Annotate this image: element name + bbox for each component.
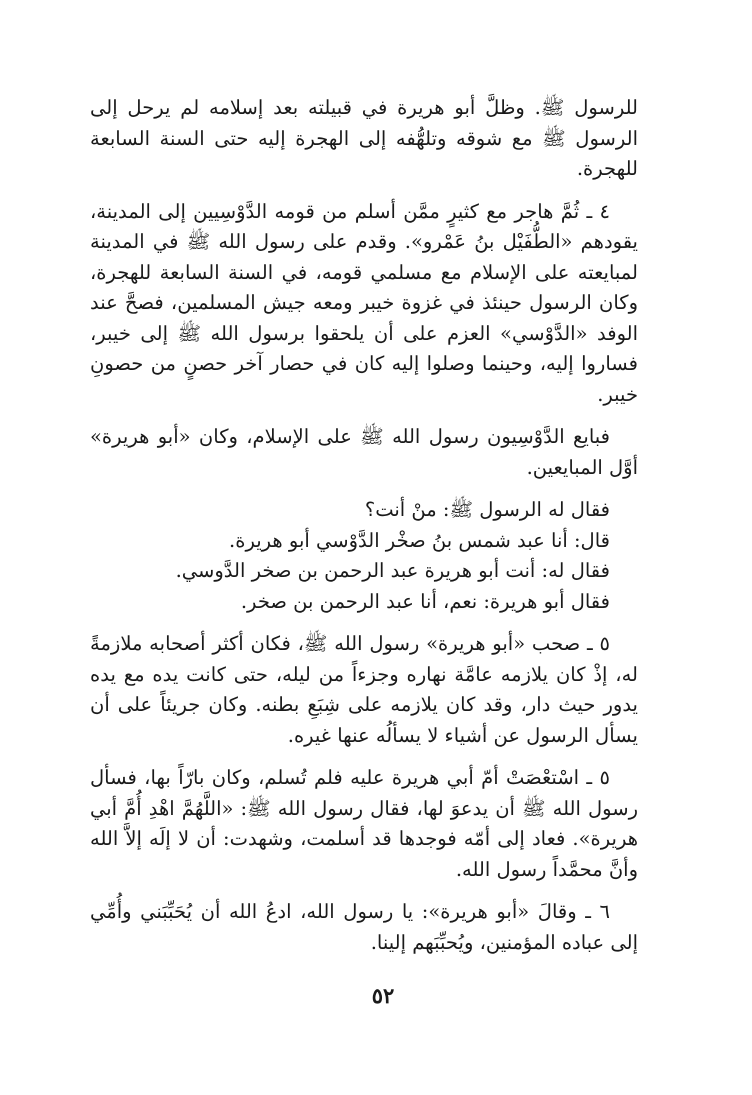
paragraph-4: ٥ ـ صحب «أبو هريرة» رسول الله ﷺ، فكان أكثر أصحابه ملازمةً له، إذْ كان يلازمه عامَّة نهاره وجزءاً من ليله، حتى كانت يده مع يده يدور حيث دار، وقد كان يلازمه على شِبَعِ بطنه. وكان جريئاً على أن يسأل الرسول عن أشياء لا يسألُه عنها غيره. <box>90 632 638 747</box>
paragraph-3: فبايع الدَّوْسِيون رسول الله ﷺ على الإسلام، وكان «أبو هريرة» أوَّل المبايعين. <box>90 425 638 479</box>
paragraph-2: ٤ ـ ثُمَّ هاجر مع كثيرٍ ممَّن أسلم من قومه الدَّوْسِيين إلى المدينة، يقودهم «الطُّفَيْل بنُ عَمْرو». وقدم على رسول الله ﷺ في المدينة لمبايعته على الإسلام مع مسلمي قومه، في السنة السابعة للهجرة، وكان الرسول حينئذ في غزوة خيبر ومعه جيش المسلمين، فصحَّ عند الوفد «الدَّوْسي» العزم على أن يلحقوا برسول الله ﷺ إلى خيبر، فساروا إليه، وحينما وصلوا إليه كان في حصار آخر حصنٍ من حصونِ خيبر. <box>90 199 638 406</box>
dialogue-line-1: فقال له الرسول ﷺ: منْ أنت؟ <box>364 498 610 521</box>
paragraph-5: ٥ ـ اسْتعْصَتْ أمّ أبي هريرة عليه فلم تُسلم، وكان بارّاً بها، فسأل رسول الله ﷺ أن يدعوَ لها، فقال رسول الله ﷺ: «اللَّهُمَّ اهْدِ أُمَّ أبي هريرة». فعاد إلى أمّه فوجدها قد أسلمت، وشهدت: أن لا إلَه إلاَّ الله وأنَّ محمَّداً رسول الله. <box>90 766 638 881</box>
dialogue-line-4: فقال أبو هريرة: نعم، أنا عبد الرحمن بن صخر. <box>240 589 610 613</box>
paragraph-1: للرسول ﷺ. وظلَّ أبو هريرة في قبيلته بعد إسلامه لم يرحل إلى الرسول ﷺ مع شوقه وتلهُّفه إلى الهجرة إليه حتى السنة السابعة للهجرة. <box>90 96 638 180</box>
dialogue-line-2: قال: أنا عبد شمس بنُ صخْر الدَّوْسي أبو هريرة. <box>229 528 610 552</box>
paragraph-6: ٦ ـ وقالَ «أبو هريرة»: يا رسول الله، ادعُ الله أن يُحَبِّبَني وأُمِّي إلى عباده المؤمنين، ويُحبِّبَهم إلينا. <box>90 900 638 954</box>
page-body <box>90 93 638 970</box>
page-number: ٥٢ <box>371 983 395 1008</box>
dialogue-line-3: فقال له: أنت أبو هريرة عبد الرحمن بن صخر الدَّوسي. <box>175 559 610 582</box>
